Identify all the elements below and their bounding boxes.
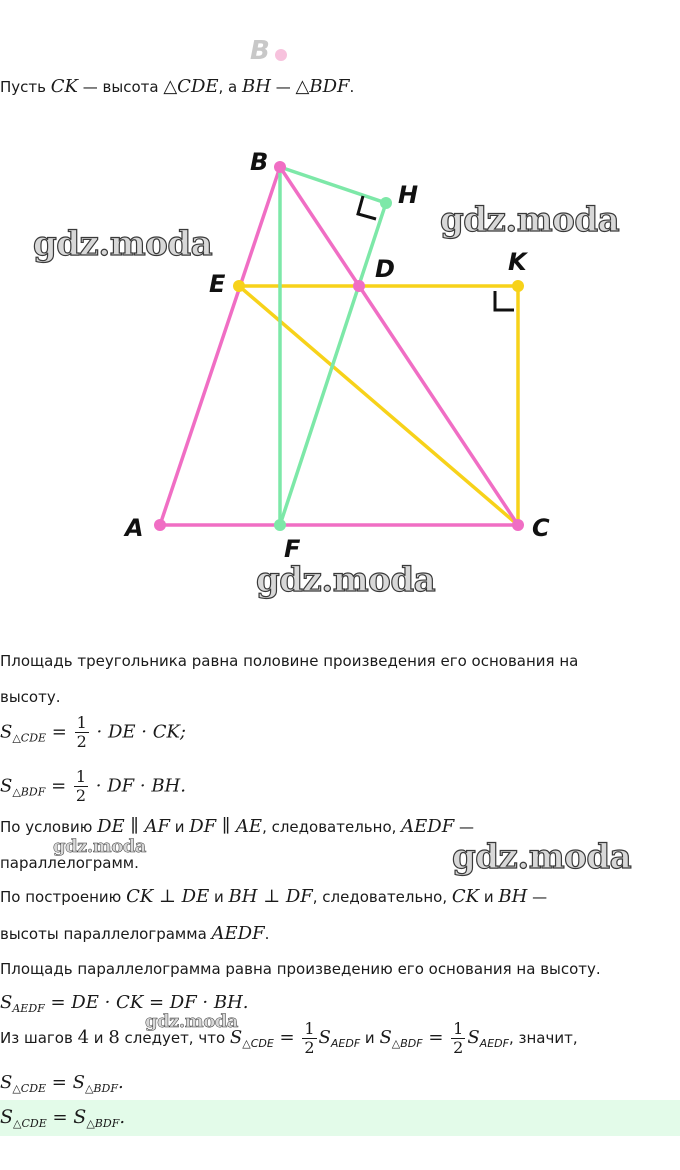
text: . (264, 925, 270, 943)
paragraph-parallelogram-area: Площадь параллелограмма равна произведению его основания на высоту. (0, 960, 601, 978)
watermark: gdz.moda (452, 837, 632, 877)
label-h: H (398, 181, 419, 209)
point-k (512, 280, 524, 292)
text: и (169, 818, 190, 836)
label-e: E (209, 270, 226, 298)
fraction-half (75, 714, 89, 751)
text: По построению (0, 888, 127, 906)
point-a (154, 519, 166, 531)
frac-num: 1 (75, 767, 87, 786)
text: и (360, 1029, 380, 1047)
paragraph-triangle-area: Площадь треугольника равна половине произведения его основания на (0, 652, 579, 670)
text: и (89, 1029, 109, 1047)
math-eq: = (46, 721, 73, 743)
formula-area-cde (0, 714, 186, 751)
text: следует, что (119, 1029, 230, 1047)
point-e (233, 280, 245, 292)
math-sub: △CDE (12, 1082, 47, 1095)
paragraph-construction (0, 886, 547, 907)
intro-text: . (349, 78, 355, 96)
math-s: S (0, 1072, 13, 1093)
point-d (353, 280, 365, 292)
math-ck-perp-de: CK ⊥ DE (126, 886, 210, 907)
paragraph-construction-cont (0, 923, 269, 944)
text: — (527, 888, 548, 906)
math-end: . (119, 1107, 126, 1128)
frac-num: 1 (453, 1019, 464, 1038)
math-de-parallel-af: DE ∥ AF (97, 816, 170, 837)
math-sub: AEDF (12, 1002, 45, 1015)
frac-num: 1 (304, 1019, 315, 1038)
math-s: S (0, 721, 13, 743)
segment-fh (280, 203, 386, 525)
math-sub: △BDF (12, 785, 46, 799)
math-s: S (318, 1027, 331, 1048)
frac-num: 1 (76, 713, 87, 732)
label-d: D (375, 255, 395, 283)
formula-area-aedf (0, 992, 249, 1015)
text: — (454, 818, 475, 836)
math-num: 4 (77, 1027, 90, 1048)
math-end: . (117, 1072, 124, 1093)
right-angle-k-icon (495, 291, 514, 310)
text: Из шагов (0, 1029, 78, 1047)
math-s: S (229, 1027, 243, 1048)
segment-bh (280, 167, 386, 203)
math-sub: △CDE (12, 731, 47, 745)
math-eq: = (46, 1107, 74, 1128)
math-eq: = (46, 1072, 73, 1093)
text: и (209, 888, 229, 906)
math-rhs: · DE · CK; (90, 721, 186, 743)
math-bh-perp-df: BH ⊥ DF (228, 886, 313, 907)
point-b (274, 161, 286, 173)
label-c: C (532, 514, 550, 542)
text: По условию (0, 818, 98, 836)
text: и (479, 888, 499, 906)
text: , следовательно, (262, 818, 402, 836)
math-s: S (0, 1106, 14, 1128)
intro-text: , а (218, 78, 243, 96)
paragraph-triangle-area-cont: высоту. (0, 688, 61, 706)
fraction-half (74, 768, 88, 805)
math-aedf: AEDF (211, 923, 265, 944)
math-s: S (73, 1106, 87, 1128)
math-triangle-cde: △CDE (163, 76, 219, 97)
math-num: 8 (108, 1027, 120, 1048)
math-s: S (0, 775, 13, 797)
label-f: F (284, 535, 301, 563)
intro-text: — высота (77, 78, 164, 96)
frac-den: 2 (453, 1038, 464, 1057)
logo-letter: B (250, 36, 270, 66)
watermark: gdz.moda (33, 224, 213, 264)
label-k: K (508, 248, 527, 276)
math-ck: CK (50, 76, 78, 97)
watermark: gdz.moda (145, 1011, 238, 1032)
math-sub: AEDF (479, 1037, 509, 1050)
point-f (274, 519, 286, 531)
math-sub: △BDF (86, 1117, 120, 1130)
math-bh: BH (242, 76, 271, 97)
intro-text: — (270, 78, 296, 96)
math-s: S (72, 1072, 85, 1093)
fraction-half (451, 1020, 465, 1057)
point-h (380, 197, 392, 209)
frac-den: 2 (76, 732, 87, 751)
math-s: S (0, 992, 13, 1013)
text: высоты параллелограмма (0, 925, 212, 943)
math-bh: BH (498, 886, 528, 907)
answer-formula (0, 1106, 125, 1130)
label-b: B (250, 148, 269, 176)
math-eq: = (422, 1027, 450, 1048)
math-rhs: = DE · CK = DF · BH. (44, 992, 249, 1013)
math-eq: = (273, 1027, 301, 1048)
paragraph-steps (0, 1020, 578, 1057)
watermark: gdz.moda (440, 200, 620, 240)
math-s: S (467, 1027, 480, 1048)
label-a: A (125, 514, 144, 542)
math-sub: △BDF (391, 1037, 423, 1050)
paragraph-condition (0, 816, 474, 837)
math-sub: △CDE (242, 1037, 274, 1050)
watermark: gdz.moda (256, 560, 436, 600)
math-sub: AEDF (330, 1037, 361, 1050)
math-sub: △BDF (84, 1082, 118, 1095)
formula-equal-areas (0, 1072, 124, 1095)
point-c (512, 519, 524, 531)
intro-text: Пусть (0, 78, 51, 96)
math-s: S (379, 1027, 392, 1048)
math-aedf: AEDF (401, 816, 455, 837)
segment-ab (160, 167, 280, 525)
fraction-half (302, 1020, 316, 1057)
text: , следовательно, (312, 888, 452, 906)
math-rhs: · DF · BH. (90, 775, 186, 797)
math-sub: △CDE (13, 1117, 47, 1130)
frac-den: 2 (75, 786, 87, 805)
math-ck: CK (451, 886, 480, 907)
watermark: gdz.moda (53, 836, 146, 857)
math-df-parallel-ae: DF ∥ AE (189, 816, 263, 837)
paragraph-condition-cont: параллелограмм. (0, 854, 139, 872)
formula-area-bdf (0, 768, 186, 805)
text: , значит, (508, 1029, 578, 1047)
math-eq: = (45, 775, 72, 797)
math-triangle-bdf: △BDF (295, 76, 350, 97)
frac-den: 2 (304, 1038, 315, 1057)
